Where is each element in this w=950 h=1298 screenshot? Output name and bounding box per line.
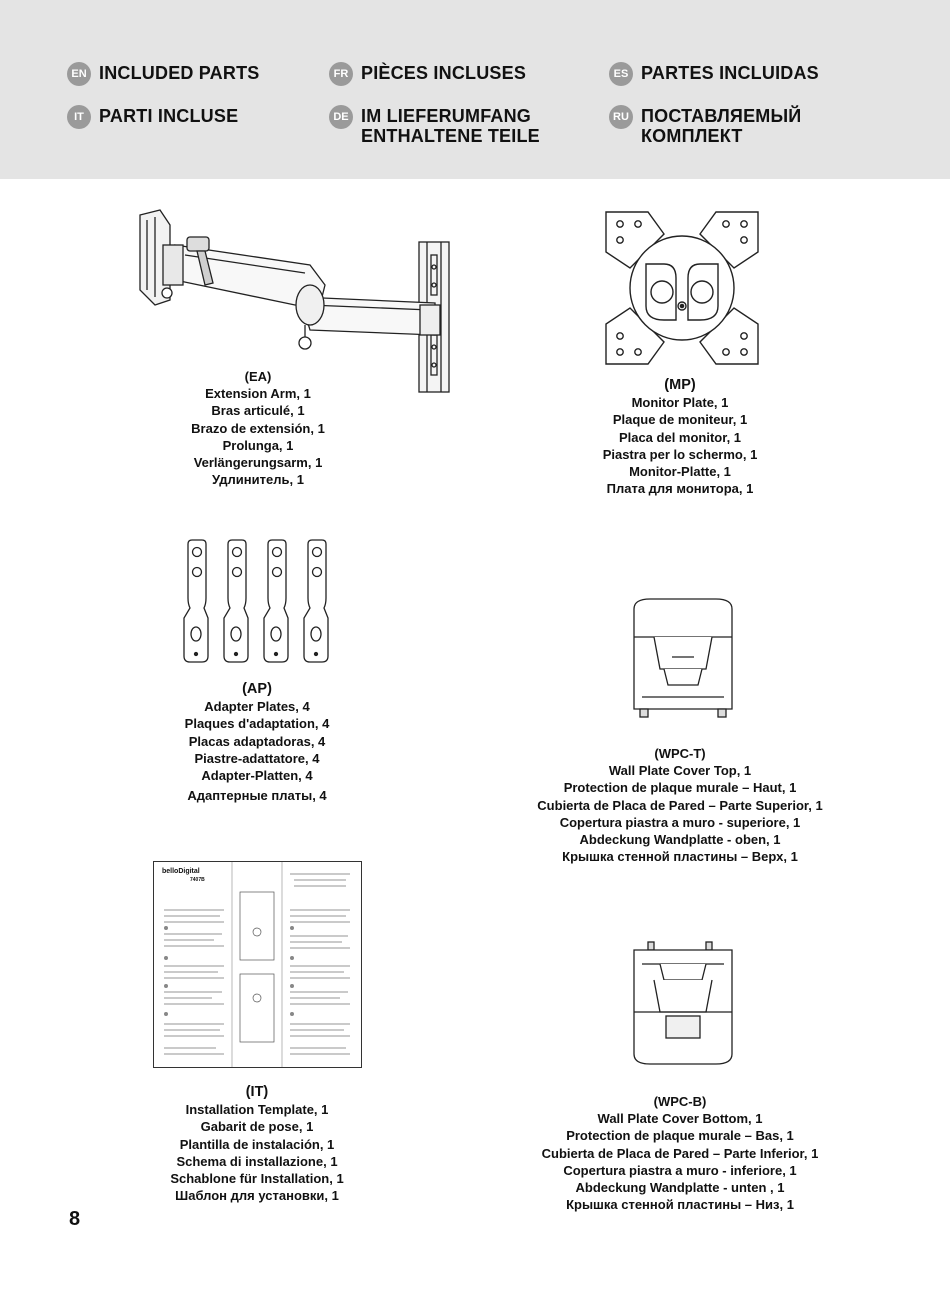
part-caption-mp [580,377,780,497]
part-line: Placas adaptadoras, 4 [188,733,326,749]
part-line: Cubierta de Placa de Pared – Parte Inferior, 1 [541,1145,819,1161]
part-line: Installation Template, 1 [185,1102,329,1118]
header-band [0,0,950,179]
part-line: Крышка стенной пластины – Верх, 1 [562,849,798,865]
en-badge-icon: EN [67,62,91,86]
lang-heading-fr [329,63,526,86]
lang-heading-it [67,106,238,129]
part-line: Copertura piastra a muro - superiore, 1 [559,814,801,830]
part-line: Bras articulé, 1 [211,403,305,419]
part-line: Protection de plaque murale – Bas, 1 [566,1128,794,1144]
page-number: 8 [69,1208,81,1230]
template-layout-graphic [154,862,361,1067]
part-line: Verlängerungsarm, 1 [193,455,323,471]
wall-plate-cover-bottom-drawing [630,942,736,1066]
lang-heading-es [609,63,819,86]
part-line: Plaques d'adaptation, 4 [184,716,330,732]
part-caption-wpcb [500,1093,860,1213]
part-line: Plaque de moniteur, 1 [612,412,748,428]
de-badge-icon: DE [329,105,353,129]
template-model: 7407B [190,877,205,883]
part-line: Adapter-Platten, 4 [201,768,313,784]
installation-template-thumbnail [153,861,362,1068]
part-caption-it [150,1084,364,1204]
part-line: Abdeckung Wandplatte - unten , 1 [575,1180,785,1196]
part-line: Placa del monitor, 1 [618,429,742,445]
part-line: Piastra per lo schermo, 1 [602,446,758,462]
part-line: Abdeckung Wandplatte - oben, 1 [579,832,781,848]
lang-heading-de [329,106,571,146]
part-code: (IT) [245,1084,269,1100]
part-line: Плата для монитора, 1 [606,481,754,497]
lang-heading-en [67,63,259,86]
ru-badge-icon: RU [609,105,633,129]
fr-badge-icon: FR [329,62,353,86]
heading-text: INCLUDED PARTS [99,63,260,83]
part-line: Schablone für Installation, 1 [170,1171,344,1187]
part-line: Brazo de extensión, 1 [191,420,325,436]
lang-heading-ru [609,106,831,146]
part-line: Prolunga, 1 [222,437,294,453]
part-line: Крышка стенной пластины – Низ, 1 [566,1197,794,1213]
part-line: Piastre-adattatore, 4 [194,750,320,766]
part-line: Monitor-Platte, 1 [629,464,731,480]
part-line: Plantilla de instalación, 1 [179,1136,335,1152]
part-code: (WPC-T) [654,746,706,761]
part-line: Cubierta de Placa de Pared – Parte Superior, 1 [537,797,823,813]
heading-text: PARTI INCLUSE [99,106,239,126]
wall-plate-cover-top-drawing [630,597,736,721]
heading-text: PIÈCES INCLUSES [361,63,527,83]
part-line: Шаблон для установки, 1 [175,1188,339,1204]
es-badge-icon: ES [609,62,633,86]
extension-arm-drawing [135,205,475,395]
part-line: Wall Plate Cover Top, 1 [608,763,752,779]
heading-text: IM LIEFERUMFANG ENTHALTENE TEILE [361,106,540,146]
monitor-plate-drawing [604,208,760,368]
part-line: Удлинитель, 1 [212,472,304,488]
template-brand: belloDigital [162,868,200,875]
part-code: (WPC-B) [653,1094,707,1109]
part-line: Adapter Plates, 4 [204,699,310,715]
it-badge-icon: IT [67,105,91,129]
part-code: (MP) [664,377,696,393]
part-caption-wpct [500,745,860,865]
heading-text: ПОСТАВЛЯЕМЫЙ КОМПЛЕКТ [641,106,802,146]
part-caption-ea [168,368,348,488]
part-line: Адаптерные платы, 4 [187,788,327,804]
part-code: (EA) [244,369,272,384]
part-code: (AP) [242,681,272,697]
part-line: Gabarit de pose, 1 [200,1119,314,1135]
part-line: Extension Arm, 1 [205,386,311,402]
part-caption-ap [157,681,357,804]
part-line: Monitor Plate, 1 [631,395,729,411]
part-line: Wall Plate Cover Bottom, 1 [597,1111,763,1127]
heading-text: PARTES INCLUIDAS [641,63,819,83]
part-line: Protection de plaque murale – Haut, 1 [563,780,797,796]
part-line: Copertura piastra a muro - inferiore, 1 [563,1162,797,1178]
adapter-plates-drawing [184,538,330,664]
part-line: Schema di installazione, 1 [176,1153,338,1169]
